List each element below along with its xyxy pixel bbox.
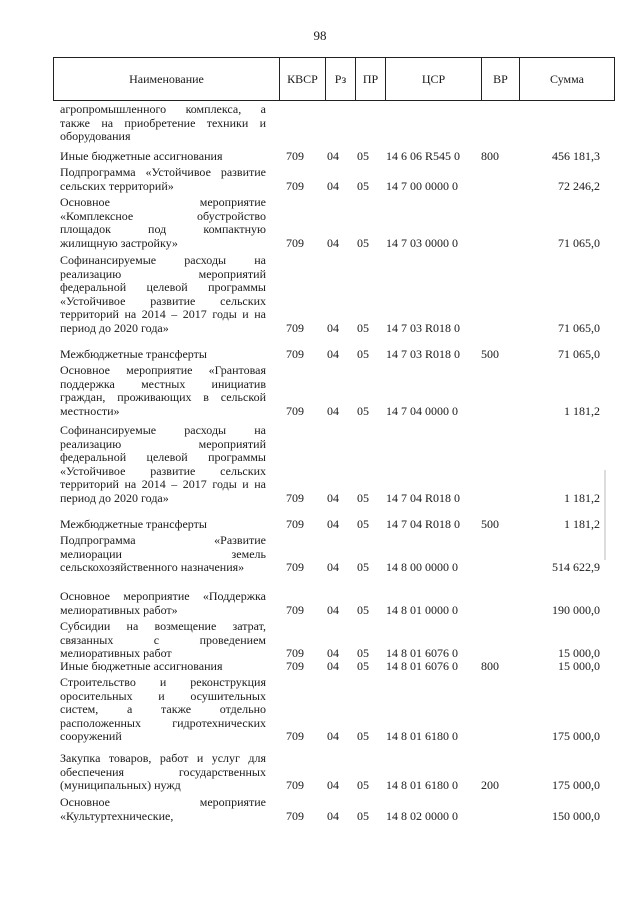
cell-csr: 14 8 02 0000 0 <box>386 808 458 823</box>
header-kvsr: КВСР <box>280 58 326 100</box>
cell-csr: 14 6 06 R545 0 <box>386 149 461 163</box>
cell-sum: 175 000,0 <box>552 729 600 744</box>
cell-rz: 04 <box>327 403 339 418</box>
row-name <box>60 103 266 144</box>
row-name-line: оросительных и осушительных <box>60 688 266 703</box>
row-name-line: также на приобретение техники и <box>60 115 266 130</box>
row-name <box>60 254 266 336</box>
row-name-line: период до 2020 года» <box>60 320 169 335</box>
cell-kvsr: 709 <box>286 808 304 823</box>
row-name-line: Софинансируемые расходы на <box>60 423 266 437</box>
cell-rz: 04 <box>327 808 339 823</box>
row-name <box>60 660 266 674</box>
cell-pr: 05 <box>357 659 369 673</box>
row-name-line: Межбюджетные трансферты <box>60 347 207 361</box>
row-name-line: граждан, проживающих в сельской <box>60 390 266 405</box>
cell-csr: 14 7 04 R018 0 <box>386 491 461 505</box>
cell-rz: 04 <box>327 778 339 793</box>
row-name-line: «Культуртехнические, <box>60 808 174 823</box>
row-name-line: площадок под компактную <box>60 222 266 237</box>
row-name-line: мелиоративных работ» <box>60 602 178 617</box>
row-name <box>60 534 266 575</box>
cell-csr: 14 7 03 R018 0 <box>386 321 461 335</box>
cell-rz: 04 <box>327 646 339 661</box>
cell-csr: 14 7 03 R018 0 <box>386 347 461 361</box>
row-name-line: Субсидии на возмещение затрат, <box>60 619 266 633</box>
cell-kvsr: 709 <box>286 321 304 335</box>
row-name-line: период до 2020 года» <box>60 490 169 505</box>
cell-pr: 05 <box>357 178 369 193</box>
row-name-line: (муниципальных) нужд <box>60 778 181 793</box>
row-name <box>60 348 266 362</box>
header-name: Наименование <box>54 58 280 100</box>
header-vr: ВР <box>482 58 520 100</box>
cell-kvsr: 709 <box>286 659 304 673</box>
cell-kvsr: 709 <box>286 517 304 531</box>
cell-vr: 800 <box>481 659 499 673</box>
row-name-line: Иные бюджетные ассигнования <box>60 659 223 673</box>
row-name <box>60 752 266 793</box>
row-name-line: Межбюджетные трансферты <box>60 517 207 531</box>
row-name-line: местности» <box>60 403 120 418</box>
row-name-line: сельскохозяйственного назначения» <box>60 560 245 575</box>
cell-kvsr: 709 <box>286 491 304 505</box>
row-name-line: территорий на 2014 – 2017 годы и на <box>60 477 266 492</box>
row-name <box>60 424 266 506</box>
cell-rz: 04 <box>327 235 339 250</box>
cell-rz: 04 <box>327 491 339 505</box>
cell-sum: 175 000,0 <box>552 778 600 793</box>
row-name-line: реализацию мероприятий <box>60 266 266 281</box>
header-csr: ЦСР <box>386 58 482 100</box>
row-name-line: Закупка товаров, работ и услуг для <box>60 751 266 765</box>
header-rz: Рз <box>326 58 356 100</box>
row-name-line: Подпрограмма «Развитие <box>60 533 266 547</box>
row-name-line: расположенных гидротехнических <box>60 715 266 730</box>
row-name-line: Основное мероприятие «Поддержка <box>60 589 266 603</box>
cell-pr: 05 <box>357 149 369 163</box>
cell-sum: 514 622,9 <box>552 560 600 575</box>
row-name-line: Основное мероприятие «Грантовая <box>60 363 266 377</box>
row-name-line: Основное мероприятие <box>60 795 266 809</box>
cell-vr: 500 <box>481 347 499 361</box>
cell-rz: 04 <box>327 517 339 531</box>
cell-rz: 04 <box>327 729 339 744</box>
row-name-line: реализацию мероприятий <box>60 436 266 451</box>
cell-rz: 04 <box>327 149 339 163</box>
row-name-line: оборудования <box>60 129 131 144</box>
cell-sum: 71 065,0 <box>558 235 600 250</box>
row-name-line: федеральной целевой программы <box>60 450 266 465</box>
row-name-line: агропромышленного комплекса, а <box>60 102 266 116</box>
cell-sum: 1 181,2 <box>564 403 600 418</box>
row-name-line: систем, а также отдельно <box>60 702 266 717</box>
row-name-line: мелиорации земель <box>60 546 266 561</box>
row-name <box>60 166 266 193</box>
cell-pr: 05 <box>357 808 369 823</box>
cell-rz: 04 <box>327 347 339 361</box>
table-header <box>53 57 615 101</box>
cell-vr: 500 <box>481 517 499 531</box>
cell-csr: 14 7 04 0000 0 <box>386 403 458 418</box>
row-name <box>60 150 266 164</box>
cell-pr: 05 <box>357 729 369 744</box>
row-name-line: «Устойчивое развитие сельских <box>60 463 266 478</box>
cell-rz: 04 <box>327 659 339 673</box>
cell-kvsr: 709 <box>286 560 304 575</box>
cell-csr: 14 7 04 R018 0 <box>386 517 461 531</box>
cell-vr: 200 <box>481 778 499 793</box>
cell-pr: 05 <box>357 517 369 531</box>
row-name <box>60 196 266 250</box>
cell-csr: 14 8 00 0000 0 <box>386 560 458 575</box>
cell-rz: 04 <box>327 321 339 335</box>
cell-rz: 04 <box>327 560 339 575</box>
row-name-line: мелиоративных работ <box>60 646 172 661</box>
cell-kvsr: 709 <box>286 403 304 418</box>
row-name-line: сооружений <box>60 729 122 744</box>
row-name-line: Иные бюджетные ассигнования <box>60 149 223 163</box>
cell-sum: 190 000,0 <box>552 602 600 617</box>
cell-kvsr: 709 <box>286 347 304 361</box>
cell-kvsr: 709 <box>286 235 304 250</box>
cell-kvsr: 709 <box>286 729 304 744</box>
row-name-line: Подпрограмма «Устойчивое развитие <box>60 165 266 179</box>
row-name-line: жилищную застройку» <box>60 235 178 250</box>
cell-pr: 05 <box>357 560 369 575</box>
cell-kvsr: 709 <box>286 149 304 163</box>
row-name-line: Строительство и реконструкция <box>60 675 266 689</box>
row-name-line: «Комплексное обустройство <box>60 208 266 223</box>
cell-sum: 71 065,0 <box>558 347 600 361</box>
row-name-line: обеспечения государственных <box>60 764 266 779</box>
row-name <box>60 590 266 617</box>
cell-sum: 150 000,0 <box>552 808 600 823</box>
cell-rz: 04 <box>327 178 339 193</box>
row-name <box>60 796 266 823</box>
cell-pr: 05 <box>357 321 369 335</box>
row-name-line: поддержка местных инициатив <box>60 376 266 391</box>
row-name-line: связанных с проведением <box>60 632 266 647</box>
cell-kvsr: 709 <box>286 602 304 617</box>
cell-sum: 72 246,2 <box>558 178 600 193</box>
cell-pr: 05 <box>357 778 369 793</box>
cell-pr: 05 <box>357 491 369 505</box>
cell-csr: 14 8 01 0000 0 <box>386 602 458 617</box>
row-name <box>60 518 266 532</box>
cell-csr: 14 8 01 6180 0 <box>386 729 458 744</box>
cell-rz: 04 <box>327 602 339 617</box>
cell-pr: 05 <box>357 403 369 418</box>
header-pr: ПР <box>356 58 386 100</box>
row-name-line: сельских территорий» <box>60 178 174 193</box>
cell-kvsr: 709 <box>286 646 304 661</box>
cell-csr: 14 7 00 0000 0 <box>386 178 458 193</box>
cell-sum: 15 000,0 <box>558 646 600 661</box>
cell-pr: 05 <box>357 646 369 661</box>
row-name <box>60 676 266 744</box>
header-sum: Сумма <box>550 72 584 86</box>
row-name-line: Софинансируемые расходы на <box>60 253 266 267</box>
cell-csr: 14 8 01 6180 0 <box>386 778 458 793</box>
cell-sum: 1 181,2 <box>564 517 600 531</box>
row-name-line: территорий на 2014 – 2017 годы и на <box>60 307 266 322</box>
cell-sum: 1 181,2 <box>564 491 600 505</box>
page-number: 98 <box>313 28 327 43</box>
row-name-line: Основное мероприятие <box>60 195 266 209</box>
row-name <box>60 620 266 661</box>
cell-sum: 15 000,0 <box>558 659 600 673</box>
cell-csr: 14 8 01 6076 0 <box>386 659 458 673</box>
scan-artifact <box>604 470 606 560</box>
cell-csr: 14 8 01 6076 0 <box>386 646 458 661</box>
cell-pr: 05 <box>357 347 369 361</box>
cell-pr: 05 <box>357 235 369 250</box>
row-name-line: «Устойчивое развитие сельских <box>60 293 266 308</box>
cell-sum: 71 065,0 <box>558 321 600 335</box>
cell-vr: 800 <box>481 149 499 163</box>
cell-kvsr: 709 <box>286 178 304 193</box>
row-name <box>60 364 266 418</box>
cell-csr: 14 7 03 0000 0 <box>386 235 458 250</box>
cell-pr: 05 <box>357 602 369 617</box>
cell-kvsr: 709 <box>286 778 304 793</box>
row-name-line: федеральной целевой программы <box>60 280 266 295</box>
cell-sum: 456 181,3 <box>552 149 600 163</box>
